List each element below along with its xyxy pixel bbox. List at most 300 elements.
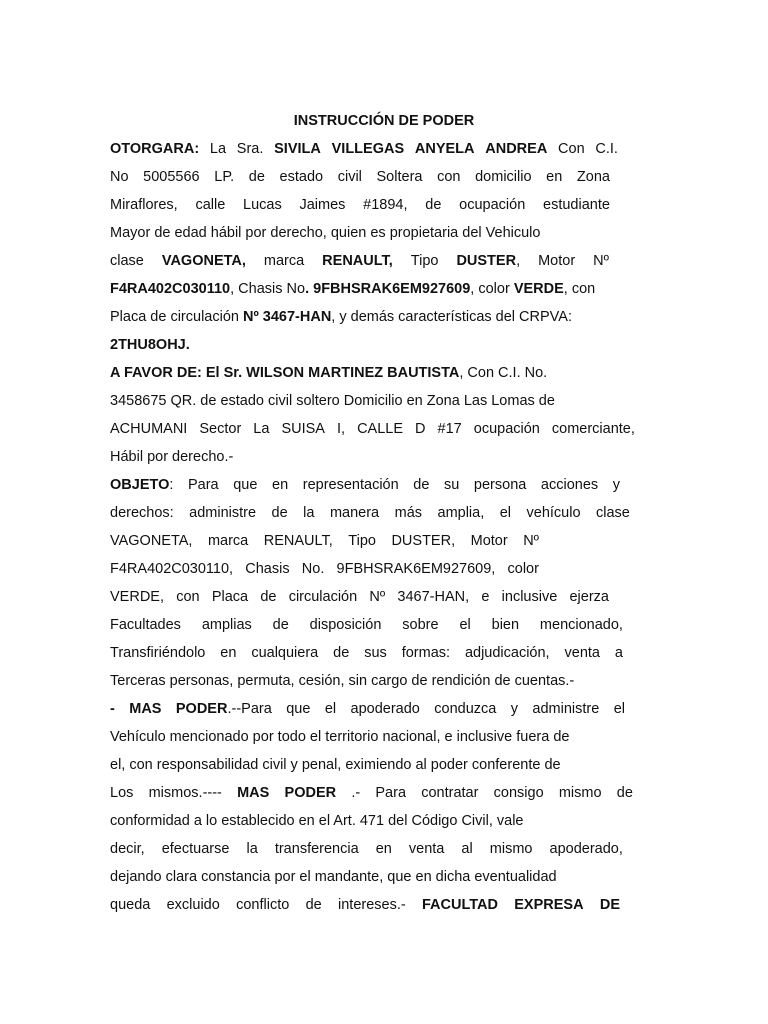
word — [110, 839, 145, 859]
word — [214, 167, 234, 187]
word — [595, 139, 618, 159]
text-fragment: Motor — [538, 253, 576, 269]
word — [110, 783, 133, 803]
text-fragment: marca — [207, 533, 249, 549]
text-fragment: ACHUMANI — [110, 421, 188, 437]
word — [110, 251, 144, 271]
text-fragment: en — [546, 169, 563, 185]
bold-fragment: PODER — [284, 785, 337, 801]
word — [377, 167, 423, 187]
text-fragment: la — [303, 505, 315, 521]
word — [421, 783, 478, 803]
bold-fragment: RENAULT, — [322, 253, 393, 269]
text-fragment: consigo — [493, 785, 544, 801]
text-fragment: estudiante — [543, 197, 610, 213]
word — [514, 895, 583, 915]
bold-text: Nº 3467-HAN — [243, 309, 332, 325]
text-line — [110, 167, 610, 187]
text-fragment: al — [461, 841, 473, 857]
word — [438, 503, 485, 523]
text-fragment: con — [176, 589, 200, 605]
text-line — [110, 783, 633, 803]
word — [523, 531, 539, 551]
text-fragment: de — [425, 197, 442, 213]
word — [285, 783, 337, 803]
word — [245, 559, 289, 579]
text-span: Vehículo mencionado por todo el territorio nacional, e inclusive fuera de — [110, 729, 570, 745]
text-line — [110, 727, 633, 747]
text-span: conformidad a lo establecido en el Art. 471 del Código Civil, vale — [110, 813, 524, 829]
word — [397, 587, 469, 607]
text-fragment: Nº — [369, 589, 386, 605]
text-fragment: Para — [187, 477, 219, 493]
bold-fragment: OTORGARA: — [110, 141, 200, 157]
text-fragment: sus — [364, 645, 387, 661]
text-fragment: 9FBHSRAK6EM927609, — [336, 561, 496, 577]
word — [273, 615, 289, 635]
bold-fragment: SIVILA — [274, 141, 321, 157]
word — [333, 643, 349, 663]
word — [110, 643, 205, 663]
text-line — [110, 671, 633, 691]
word — [444, 475, 459, 495]
word — [546, 167, 562, 187]
bold-fragment: EXPRESA — [514, 897, 584, 913]
word — [110, 895, 150, 915]
bold-text: 2THU8OHJ. — [110, 337, 190, 353]
word — [274, 139, 321, 159]
word — [357, 419, 403, 439]
text-line — [110, 195, 610, 215]
word — [348, 531, 376, 551]
text-fragment: Tipo — [348, 533, 376, 549]
word — [543, 195, 610, 215]
word — [212, 587, 248, 607]
word — [302, 559, 325, 579]
text-span: dejando clara constancia por el mandante, que en dicha eventualidad — [110, 869, 557, 885]
text-fragment: administre — [532, 701, 600, 717]
word — [332, 139, 405, 159]
word — [508, 559, 539, 579]
text-fragment: Con — [558, 141, 585, 157]
text-fragment: persona — [473, 477, 527, 493]
text-fragment: amplias — [201, 617, 252, 633]
word — [434, 699, 496, 719]
bold-text: A FAVOR DE: El Sr. WILSON MARTINEZ BAUTISTA — [110, 365, 460, 381]
text-fragment: mismo — [489, 841, 533, 857]
word — [110, 559, 233, 579]
text-fragment: efectuarse — [161, 841, 230, 857]
text-fragment: acciones — [540, 477, 599, 493]
text-span: Placa de circulación — [110, 309, 243, 325]
word — [110, 419, 187, 439]
text-fragment: civil — [337, 169, 362, 185]
bold-text: VERDE — [513, 281, 564, 297]
word — [461, 839, 472, 859]
word — [613, 475, 620, 495]
word — [577, 167, 610, 187]
word — [162, 251, 246, 271]
word — [195, 195, 225, 215]
word — [376, 839, 392, 859]
text-line — [110, 475, 620, 495]
word — [474, 419, 540, 439]
word — [220, 643, 236, 663]
text-line — [110, 307, 633, 327]
text-fragment: vehículo — [526, 505, 581, 521]
text-fragment: calle — [195, 197, 226, 213]
word — [485, 139, 547, 159]
bold-fragment: - — [110, 701, 115, 717]
text-span: , con — [563, 281, 596, 297]
text-line — [110, 251, 609, 271]
text-fragment: Para — [375, 785, 407, 801]
text-fragment: color — [507, 561, 539, 577]
word — [325, 699, 336, 719]
text-line — [110, 811, 633, 831]
bold-fragment: PODER — [175, 701, 228, 717]
bold-text: F4RA402C030110 — [110, 281, 231, 297]
word — [110, 587, 164, 607]
word — [415, 139, 475, 159]
text-fragment: SUISA — [281, 421, 325, 437]
text-line — [110, 139, 618, 159]
word — [511, 699, 518, 719]
text-fragment: 3467-HAN, — [397, 589, 470, 605]
bold-fragment: FACULTAD — [421, 897, 498, 913]
word — [143, 167, 199, 187]
word — [260, 587, 276, 607]
text-fragment: de — [413, 477, 430, 493]
text-fragment: más — [394, 505, 423, 521]
text-fragment: 5005566 — [143, 169, 200, 185]
word — [303, 475, 399, 495]
word — [110, 139, 199, 159]
text-fragment: marca — [263, 253, 305, 269]
text-fragment: el — [459, 617, 471, 633]
text-fragment: con — [437, 169, 461, 185]
word — [243, 195, 282, 215]
text-fragment: queda — [110, 897, 151, 913]
word — [149, 783, 222, 803]
text-fragment: circulación — [288, 589, 358, 605]
text-fragment: Transfiriéndolo — [110, 645, 206, 661]
word — [565, 643, 600, 663]
word — [110, 615, 181, 635]
text-fragment: Placa — [211, 589, 249, 605]
word — [246, 839, 257, 859]
text-fragment: Sector — [199, 421, 242, 437]
word — [176, 587, 199, 607]
bold-fragment: MAS — [129, 701, 162, 717]
bold-text: . 9FBHSRAK6EM927609 — [305, 281, 471, 297]
word — [176, 699, 272, 719]
bold-fragment: OBJETO — [110, 477, 170, 493]
text-line — [110, 503, 630, 523]
word — [395, 503, 422, 523]
text-fragment: ocupación — [459, 197, 526, 213]
text-fragment: la — [246, 841, 258, 857]
word — [363, 195, 407, 215]
text-line — [110, 447, 633, 467]
text-fragment: que — [286, 701, 311, 717]
text-line — [110, 419, 635, 439]
word — [413, 475, 429, 495]
text-fragment: I, — [336, 421, 346, 437]
word — [110, 195, 178, 215]
word — [596, 503, 630, 523]
word — [272, 475, 288, 495]
text-fragment: domicilio — [475, 169, 532, 185]
text-fragment: Los — [110, 785, 134, 801]
text-fragment: formas: — [401, 645, 451, 661]
word — [272, 503, 288, 523]
text-fragment: , — [516, 253, 521, 269]
text-fragment: de — [305, 897, 322, 913]
text-span: , y demás características del CRPVA: — [331, 309, 572, 325]
word — [540, 615, 623, 635]
text-fragment: cualquiera — [251, 645, 319, 661]
text-fragment: RENAULT, — [263, 533, 333, 549]
text-line — [110, 867, 633, 887]
text-fragment: decir, — [110, 841, 145, 857]
text-fragment: conflicto — [236, 897, 290, 913]
text-fragment: transferencia — [274, 841, 359, 857]
text-line — [110, 587, 609, 607]
text-fragment: Zona — [576, 169, 610, 185]
text-line — [110, 279, 633, 299]
word — [322, 251, 393, 271]
text-fragment: en — [272, 477, 289, 493]
text-fragment: intereses.- — [338, 897, 406, 913]
word — [558, 139, 585, 159]
word — [437, 167, 460, 187]
word — [129, 699, 161, 719]
text-fragment: F4RA402C030110, — [110, 561, 234, 577]
text-fragment: disposición — [309, 617, 382, 633]
word — [552, 419, 635, 439]
word — [471, 531, 508, 551]
text-fragment: de — [272, 617, 289, 633]
bold-fragment: VILLEGAS — [331, 141, 405, 157]
text-fragment: mismos.---- — [148, 785, 222, 801]
text-fragment: e — [481, 589, 490, 605]
text-fragment: derechos: — [110, 505, 174, 521]
word — [303, 503, 314, 523]
word — [337, 419, 345, 439]
word — [500, 503, 511, 523]
text-fragment: apoderado — [350, 701, 420, 717]
text-span: , Con C.I. No. — [459, 365, 548, 381]
document-title: INSTRUCCIÓN DE PODER — [293, 113, 475, 129]
word — [299, 195, 345, 215]
text-fragment: a — [614, 645, 623, 661]
text-fragment: sobre — [402, 617, 439, 633]
word — [110, 699, 115, 719]
text-line — [110, 335, 633, 355]
word — [264, 251, 304, 271]
word — [330, 503, 379, 523]
bold-fragment: ANYELA — [414, 141, 475, 157]
bold-fragment: MAS — [237, 785, 270, 801]
text-fragment: .- — [351, 785, 361, 801]
text-fragment: La — [209, 141, 227, 157]
word — [425, 195, 441, 215]
word — [338, 895, 406, 915]
word — [459, 195, 525, 215]
text-fragment: en — [220, 645, 237, 661]
text-fragment: su — [444, 477, 460, 493]
word — [438, 419, 462, 439]
word — [351, 699, 420, 719]
text-fragment: mismo — [558, 785, 602, 801]
text-line — [110, 223, 633, 243]
word — [402, 643, 450, 663]
text-fragment: clase — [110, 253, 144, 269]
text-fragment: y — [612, 477, 620, 493]
word — [210, 139, 226, 159]
word — [465, 643, 550, 663]
text-fragment: venta — [408, 841, 445, 857]
word — [494, 783, 544, 803]
text-fragment: administre — [189, 505, 257, 521]
text-fragment: que — [233, 477, 258, 493]
word — [364, 643, 387, 663]
word — [527, 503, 581, 523]
word — [310, 615, 382, 635]
text-fragment: manera — [329, 505, 380, 521]
text-fragment: : — [169, 477, 174, 493]
word — [456, 251, 520, 271]
word — [237, 783, 269, 803]
text-fragment: estado — [279, 169, 324, 185]
text-fragment: La — [253, 421, 270, 437]
word — [615, 643, 623, 663]
text-line — [110, 895, 620, 915]
text-fragment: contratar — [421, 785, 479, 801]
word — [409, 839, 444, 859]
word — [208, 531, 248, 551]
word — [338, 167, 362, 187]
text-fragment: en — [375, 841, 392, 857]
word — [202, 615, 252, 635]
word — [600, 895, 620, 915]
word — [280, 167, 324, 187]
text-fragment: ocupación — [473, 421, 540, 437]
word — [289, 587, 358, 607]
word — [249, 167, 265, 187]
text-fragment: DUSTER, — [391, 533, 456, 549]
word — [110, 531, 192, 551]
word — [481, 587, 489, 607]
word — [538, 251, 575, 271]
text-line — [110, 559, 539, 579]
text-fragment: de — [333, 645, 350, 661]
text-fragment: apoderado, — [549, 841, 623, 857]
text-fragment: clase — [596, 505, 630, 521]
text-fragment: No. — [301, 561, 325, 577]
text-fragment: inclusive — [501, 589, 558, 605]
text-fragment: Tipo — [410, 253, 439, 269]
word — [614, 699, 625, 719]
text-fragment: VERDE, — [110, 589, 164, 605]
text-line — [110, 699, 625, 719]
word — [532, 699, 599, 719]
text-fragment: .--Para — [227, 701, 272, 717]
word — [474, 475, 526, 495]
word — [286, 699, 310, 719]
word — [162, 839, 230, 859]
text-line — [110, 755, 633, 775]
bold-fragment: DE — [599, 897, 620, 913]
word — [569, 587, 609, 607]
text-fragment: Miraflores, — [110, 197, 178, 213]
text-fragment: No — [110, 169, 129, 185]
word — [110, 475, 173, 495]
text-fragment: VAGONETA, — [110, 533, 193, 549]
word — [199, 419, 241, 439]
text-fragment: #17 — [437, 421, 462, 437]
text-fragment: Motor — [470, 533, 508, 549]
text-fragment: Jaimes — [299, 197, 346, 213]
text-fragment: el — [499, 505, 512, 521]
word — [411, 251, 439, 271]
text-line — [110, 643, 623, 663]
bold-fragment: ANDREA — [485, 141, 548, 157]
text-line — [110, 391, 633, 411]
text-line — [110, 615, 623, 635]
word — [275, 839, 359, 859]
text-span: Terceras personas, permuta, cesión, sin cargo de rendición de cuentas.- — [110, 673, 575, 689]
text-fragment: venta — [564, 645, 600, 661]
text-fragment: Nº — [593, 253, 609, 269]
text-fragment: bien — [491, 617, 520, 633]
text-fragment: representación — [302, 477, 399, 493]
text-span: Mayor de edad hábil por derecho, quien es propietaria del Vehiculo — [110, 225, 541, 241]
text-fragment: y — [510, 701, 518, 717]
text-fragment: Nº — [523, 533, 539, 549]
word — [375, 783, 406, 803]
word — [110, 167, 129, 187]
text-fragment: el — [613, 701, 625, 717]
word — [617, 783, 633, 803]
word — [475, 167, 531, 187]
text-fragment: #1894, — [363, 197, 408, 213]
text-span: , color — [470, 281, 514, 297]
text-fragment: de — [248, 169, 265, 185]
text-fragment: LP. — [214, 169, 235, 185]
text-fragment: C.I. — [595, 141, 618, 157]
text-span: el, con responsabilidad civil y penal, eximiendo al poder conferente de — [110, 757, 561, 773]
word — [459, 615, 470, 635]
word — [415, 419, 425, 439]
word — [351, 783, 360, 803]
word — [264, 531, 333, 551]
word — [422, 895, 498, 915]
text-line — [110, 531, 539, 551]
text-fragment: de — [616, 785, 633, 801]
word — [253, 419, 269, 439]
text-fragment: de — [271, 505, 288, 521]
word — [559, 783, 602, 803]
text-fragment: D — [415, 421, 426, 437]
text-fragment: Facultades — [110, 617, 181, 633]
text-fragment: adjudicación, — [464, 645, 550, 661]
word — [237, 139, 264, 159]
word — [541, 475, 598, 495]
text-fragment: Lucas — [243, 197, 282, 213]
word — [593, 251, 609, 271]
